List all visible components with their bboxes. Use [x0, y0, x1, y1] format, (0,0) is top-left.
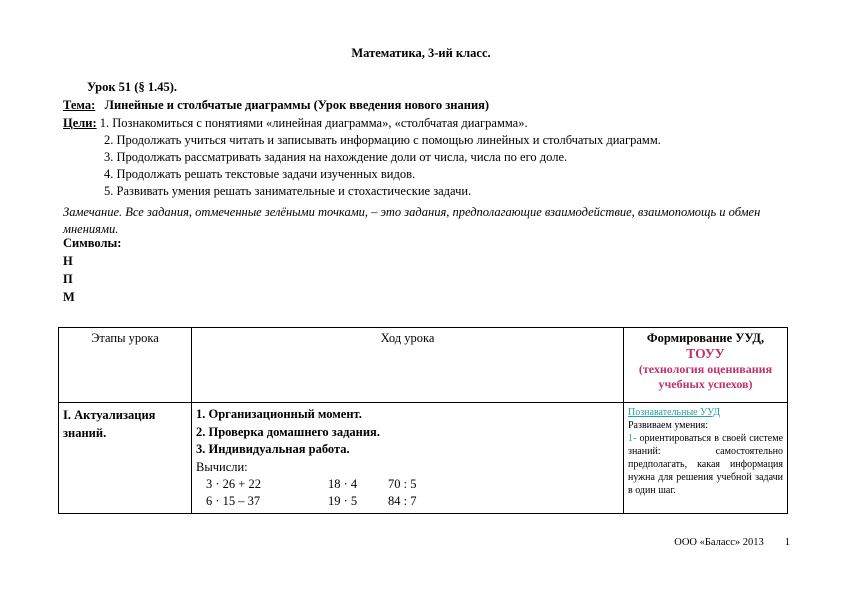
table-header-row — [59, 328, 788, 403]
page-footer — [674, 537, 790, 548]
calc-grid — [206, 476, 619, 510]
lesson-number: Урок 51 (§ 1.45). — [87, 80, 178, 94]
goal-item: 3. Продолжать рассматривать задания на нахождение доли от числа, числа по его доле. — [104, 150, 568, 164]
symbol-n: Н — [63, 254, 73, 268]
uud-skill — [628, 432, 783, 497]
uud-title: Познавательные УУД — [628, 407, 721, 418]
toou-description: (технология оценивания учебных успехов) — [638, 362, 773, 391]
calc-expression: 18 · 4 — [328, 477, 358, 491]
document-title: Математика, 3-ий класс. — [351, 46, 491, 60]
uud-number: 1- — [628, 433, 637, 444]
step-item: 1. Организационный момент. — [196, 407, 362, 421]
uud-develop: Развиваем умения: — [628, 420, 709, 431]
uud-cell — [624, 403, 788, 514]
calc-expression: 3 · 26 + 22 — [206, 477, 261, 491]
header-course: Ход урока — [192, 328, 624, 403]
table-row — [59, 403, 788, 514]
calc-label: Вычисли: — [196, 459, 248, 474]
topic-line — [63, 98, 489, 113]
step-item: 3. Индивидуальная работа. — [196, 442, 350, 456]
lesson-plan-table — [58, 327, 788, 514]
note-paragraph: Замечание. Все задания, отмеченные зелёными точками, – это задания, предполагающие взаимодействие, взаимопомощь и обмен мнениями. — [63, 205, 761, 236]
topic-text: Линейные и столбчатые диаграммы (Урок введения нового знания) — [104, 98, 490, 112]
step-item: 2. Проверка домашнего задания. — [196, 424, 380, 439]
topic-label: Тема: — [63, 98, 96, 112]
symbol-m: М — [63, 290, 75, 304]
formation-title: Формирование УУД, — [646, 331, 765, 345]
course-cell — [192, 403, 624, 514]
goal-item: 4. Продолжать решать текстовые задачи изученных видов. — [104, 167, 416, 181]
calc-expression: 84 : 7 — [388, 494, 417, 508]
page-number: 1 — [784, 537, 790, 548]
toou-title: ТОУУ — [686, 346, 725, 361]
goals-label: Цели: — [63, 116, 97, 130]
stage-name: I. Актуализация знаний. — [63, 408, 156, 440]
symbols-label: Символы: — [63, 236, 122, 250]
calc-expression: 70 : 5 — [388, 477, 417, 491]
stage-cell — [59, 403, 192, 514]
goals-line-1 — [63, 116, 528, 131]
symbol-p: П — [63, 272, 73, 286]
header-formation — [624, 328, 788, 403]
calc-expression: 19 · 5 — [328, 494, 358, 508]
goal-item: 1. Познакомиться с понятиями «линейная диаграмма», «столбчатая диаграмма». — [99, 116, 528, 130]
header-stages: Этапы урока — [59, 328, 192, 403]
footer-company: ООО «Баласс» 2013 — [674, 537, 764, 548]
uud-text: ориентироваться в своей системе знаний: самостоятельно предполагать, какая информация нужна для решения учебной задачи в один шаг. — [628, 433, 784, 496]
goal-item: 5. Развивать умения решать занимательные и стохастические задачи. — [104, 184, 472, 198]
calc-expression: 6 · 15 – 37 — [206, 494, 261, 508]
goal-item: 2. Продолжать учиться читать и записывать информацию с помощью линейных и столбчатых диаграмм. — [104, 133, 661, 147]
